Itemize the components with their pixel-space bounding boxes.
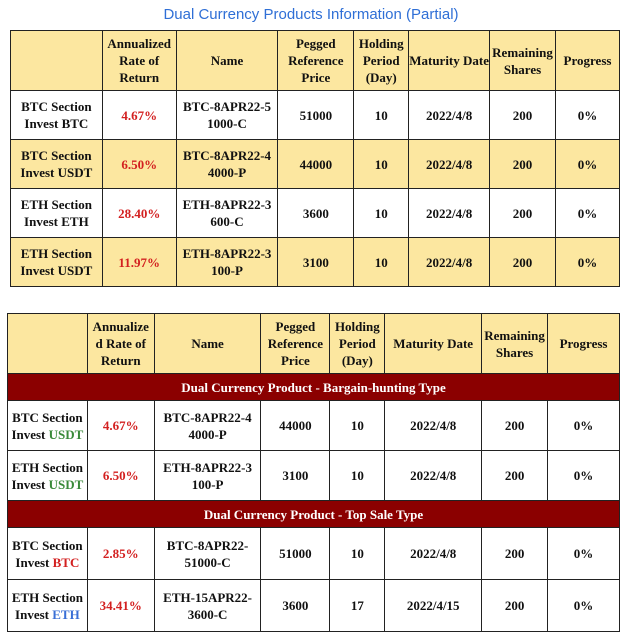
rate-cell: 6.50%	[87, 451, 154, 501]
section-cell: BTC Section Invest USDT	[8, 401, 88, 451]
name-line: ETH-8APR22-3	[182, 246, 272, 261]
header-cell: Annualize d Rate of Return	[87, 314, 154, 374]
progress-cell: 0%	[548, 528, 620, 580]
maturity-cell: 2022/4/8	[409, 91, 490, 140]
period-cell: 10	[354, 91, 409, 140]
rate-cell: 34.41%	[87, 580, 154, 632]
name-line: 3600-C	[187, 606, 228, 622]
table-header-row	[8, 314, 620, 374]
header-cell: Maturity Date	[409, 31, 490, 91]
section-cell: BTC Section Invest BTC	[8, 528, 88, 580]
shares-cell: 200	[490, 238, 556, 287]
name-cell	[154, 401, 261, 451]
name-line: 51000-C	[184, 554, 231, 570]
shares-cell: 200	[482, 451, 548, 501]
header-cell: Remaining Shares	[490, 31, 556, 91]
section-title: Dual Currency Product - Bargain-hunting Type	[8, 374, 620, 401]
products-table-2	[7, 313, 620, 632]
rate-cell: 6.50%	[102, 140, 176, 189]
name-line: ETH-15APR22-	[163, 589, 252, 605]
name-line: 100-P	[211, 263, 243, 278]
header-cell: Progress	[556, 31, 620, 91]
section-cell: BTC Section Invest USDT	[11, 140, 103, 189]
rate-cell: 11.97%	[102, 238, 176, 287]
shares-cell: 200	[490, 91, 556, 140]
header-cell: Holding Period (Day)	[354, 31, 409, 91]
period-cell: 10	[354, 140, 409, 189]
period-cell: 10	[354, 238, 409, 287]
section-header-row	[8, 501, 620, 528]
header-cell: Pegged Reference Price	[261, 314, 330, 374]
period-cell: 10	[354, 189, 409, 238]
progress-cell: 0%	[556, 189, 620, 238]
name-cell	[154, 580, 261, 632]
name-line: 100-P	[191, 476, 224, 492]
price-cell: 44000	[278, 140, 354, 189]
price-cell: 51000	[278, 91, 354, 140]
name-line: 4000-P	[207, 165, 247, 180]
shares-cell: 200	[490, 140, 556, 189]
header-cell: Remaining Shares	[482, 314, 548, 374]
progress-cell: 0%	[556, 140, 620, 189]
table-row	[8, 528, 620, 580]
period-cell: 17	[330, 580, 385, 632]
progress-cell: 0%	[556, 91, 620, 140]
shares-cell: 200	[482, 528, 548, 580]
maturity-cell: 2022/4/15	[385, 580, 482, 632]
maturity-cell: 2022/4/8	[409, 238, 490, 287]
period-cell: 10	[330, 401, 385, 451]
shares-cell: 200	[490, 189, 556, 238]
products-table-1	[10, 30, 620, 287]
section-header-row	[8, 374, 620, 401]
name-line: BTC-8APR22-4	[163, 409, 252, 425]
name-line: 4000-P	[188, 426, 227, 442]
name-line: BTC-8APR22-	[166, 537, 249, 553]
price-cell: 3100	[261, 451, 330, 501]
rate-cell: 4.67%	[87, 401, 154, 451]
table-row	[8, 401, 620, 451]
name-line: ETH-8APR22-3	[163, 459, 252, 475]
header-cell: Holding Period (Day)	[330, 314, 385, 374]
shares-cell: 200	[482, 580, 548, 632]
maturity-cell: 2022/4/8	[385, 401, 482, 451]
name-line: BTC-8APR22-4	[182, 148, 272, 163]
name-cell	[176, 140, 278, 189]
header-cell: Pegged Reference Price	[278, 31, 354, 91]
header-cell: Maturity Date	[385, 314, 482, 374]
progress-cell: 0%	[548, 580, 620, 632]
name-line: 1000-C	[207, 116, 247, 131]
header-cell	[11, 31, 103, 91]
header-cell	[8, 314, 88, 374]
header-cell: Name	[176, 31, 278, 91]
header-cell: Progress	[548, 314, 620, 374]
name-line: BTC-8APR22-5	[182, 99, 272, 114]
name-cell	[176, 91, 278, 140]
name-cell	[154, 528, 261, 580]
table-row	[11, 189, 620, 238]
section-cell: ETH Section Invest USDT	[11, 238, 103, 287]
rate-cell: 4.67%	[102, 91, 176, 140]
maturity-cell: 2022/4/8	[409, 140, 490, 189]
name-line: 600-C	[210, 214, 244, 229]
name-cell	[154, 451, 261, 501]
period-cell: 10	[330, 451, 385, 501]
rate-cell: 2.85%	[87, 528, 154, 580]
table-row	[8, 451, 620, 501]
price-cell: 3600	[278, 189, 354, 238]
section-cell: ETH Section Invest USDT	[8, 451, 88, 501]
name-cell	[176, 238, 278, 287]
shares-cell: 200	[482, 401, 548, 451]
maturity-cell: 2022/4/8	[385, 528, 482, 580]
price-cell: 3100	[278, 238, 354, 287]
progress-cell: 0%	[548, 451, 620, 501]
price-cell: 3600	[261, 580, 330, 632]
section-cell: ETH Section Invest ETH	[8, 580, 88, 632]
name-line: ETH-8APR22-3	[182, 197, 272, 212]
progress-cell: 0%	[548, 401, 620, 451]
header-cell: Name	[154, 314, 261, 374]
header-cell: Annualized Rate of Return	[102, 31, 176, 91]
page-title: Dual Currency Products Information (Partial)	[163, 6, 459, 23]
section-title: Dual Currency Product - Top Sale Type	[8, 501, 620, 528]
price-cell: 44000	[261, 401, 330, 451]
table-row	[11, 91, 620, 140]
maturity-cell: 2022/4/8	[385, 451, 482, 501]
section-cell: BTC Section Invest BTC	[11, 91, 103, 140]
price-cell: 51000	[261, 528, 330, 580]
table-row	[11, 238, 620, 287]
rate-cell: 28.40%	[102, 189, 176, 238]
period-cell: 10	[330, 528, 385, 580]
section-cell: ETH Section Invest ETH	[11, 189, 103, 238]
table-row	[11, 140, 620, 189]
table-row	[8, 580, 620, 632]
table-header-row	[11, 31, 620, 91]
progress-cell: 0%	[556, 238, 620, 287]
maturity-cell: 2022/4/8	[409, 189, 490, 238]
name-cell	[176, 189, 278, 238]
